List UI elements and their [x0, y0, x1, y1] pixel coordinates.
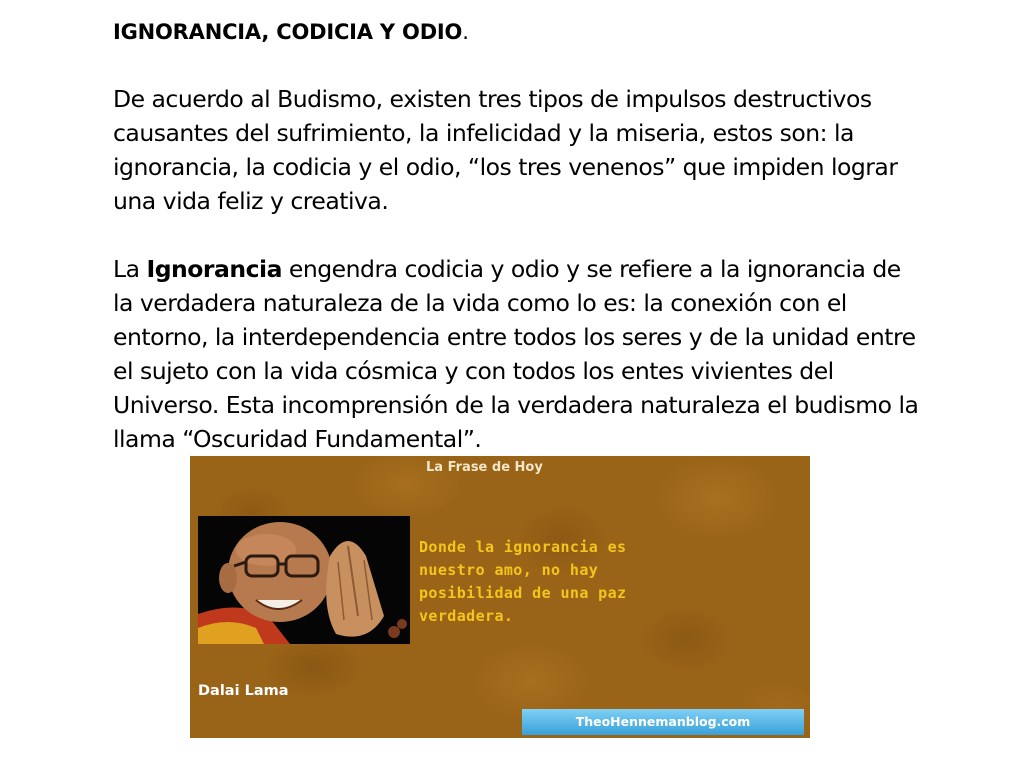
- paragraph-buddhism-intro: [113, 82, 1013, 218]
- title-text: IGNORANCIA, CODICIA Y ODIO: [113, 20, 463, 44]
- bold-term: Ignorancia: [146, 255, 282, 283]
- paragraph-line: llama “Oscuridad Fundamental”.: [113, 425, 482, 453]
- paragraph-line: el sujeto con la vida cósmica y con todos los entes vivientes del: [113, 357, 834, 385]
- title-period: .: [462, 20, 469, 44]
- paragraph-line: De acuerdo al Budismo, existen tres tipos de impulsos destructivos: [113, 85, 872, 113]
- portrait-photo: [198, 516, 410, 644]
- quote-line: posibilidad de una paz: [419, 584, 627, 602]
- paragraph-line: causantes del sufrimiento, la infelicidad y la miseria, estos son: la: [113, 119, 854, 147]
- quote-line: Donde la ignorancia es: [419, 538, 627, 556]
- line-rest: engendra codicia y odio y se refiere a la ignorancia de: [281, 255, 901, 283]
- paragraph-line: [113, 252, 1013, 286]
- lead-text: La: [113, 255, 147, 283]
- quote-line: nuestro amo, no hay: [419, 561, 599, 579]
- quote-line: verdadera.: [419, 607, 514, 625]
- image-header: La Frase de Hoy: [426, 460, 543, 475]
- paragraph-line: ignorancia, la codicia y el odio, “los tres venenos” que impiden lograr: [113, 153, 898, 181]
- quote-text: [419, 536, 626, 628]
- paragraph-line: Universo. Esta incomprensión de la verdadera naturaleza el budismo la: [113, 391, 919, 419]
- quote-image: [190, 456, 810, 738]
- paragraph-line: una vida feliz y creativa.: [113, 187, 389, 215]
- paragraph-line: la verdadera naturaleza de la vida como lo es: la conexión con el: [113, 289, 847, 317]
- paragraph-line: entorno, la interdependencia entre todos los seres y de la unidad entre: [113, 323, 916, 351]
- blog-banner: TheoHennemanblog.com: [522, 709, 804, 735]
- portrait-illustration: [198, 516, 410, 644]
- slide-title: [113, 20, 469, 44]
- quote-author: Dalai Lama: [198, 683, 289, 699]
- paragraph-ignorance: [113, 252, 1013, 456]
